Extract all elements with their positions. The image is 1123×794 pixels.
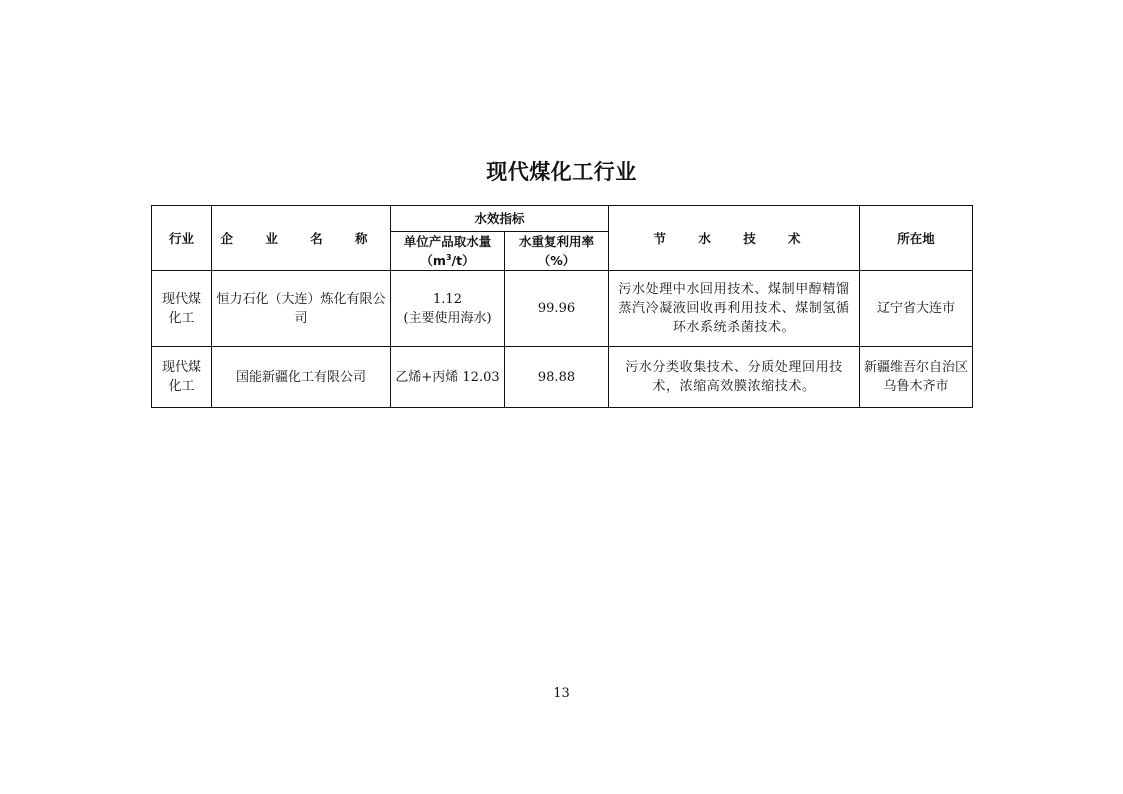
cell-industry: 现代煤化工 (152, 347, 212, 408)
header-reuse-rate-line1: 水重复利用率 (519, 234, 595, 249)
header-unit-water-line1: 单位产品取水量 (403, 234, 492, 249)
cell-reuse-rate: 98.88 (505, 347, 609, 408)
header-technology: 节 水 技 术 (609, 206, 860, 271)
cell-technology: 污水处理中水回用技术、煤制甲醇精馏蒸汽冷凝液回收再利用技术、煤制氢循环水系统杀菌技术。 (609, 271, 860, 347)
cell-company: 恒力石化（大连）炼化有限公司 (212, 271, 391, 347)
cell-technology: 污水分类收集技术、分质处理回用技术，浓缩高效膜浓缩技术。 (609, 347, 860, 408)
unit-prefix: （m (420, 253, 446, 268)
table-row (152, 271, 973, 347)
header-industry: 行业 (152, 206, 212, 271)
cell-reuse-rate: 99.96 (505, 271, 609, 347)
cell-unit-water (391, 271, 505, 347)
cell-location: 辽宁省大连市 (860, 271, 973, 347)
unit-water-note: (主要使用海水) (403, 310, 492, 326)
cell-company: 国能新疆化工有限公司 (212, 347, 391, 408)
unit-suffix: /t） (451, 253, 475, 268)
cell-unit-water (391, 347, 505, 408)
header-reuse-rate (505, 232, 609, 271)
unit-water-value: 乙烯+丙烯 12.03 (395, 369, 500, 385)
page-title: 现代煤化工行业 (486, 160, 637, 184)
header-water-indicator: 水效指标 (391, 206, 609, 232)
cell-location: 新疆维吾尔自治区乌鲁木齐市 (860, 347, 973, 408)
table-row (152, 347, 973, 408)
cell-industry: 现代煤化工 (152, 271, 212, 347)
unit-water-value: 1.12 (433, 291, 462, 307)
header-location: 所在地 (860, 206, 973, 271)
header-unit-water (391, 232, 505, 271)
enterprise-table (151, 205, 973, 408)
header-unit-water-line2 (395, 251, 500, 270)
header-reuse-rate-line2: （%） (537, 253, 576, 268)
unit-superscript: 3 (445, 252, 452, 262)
header-company: 企 业 名 称 (212, 206, 391, 271)
page-number: 13 (553, 686, 570, 701)
